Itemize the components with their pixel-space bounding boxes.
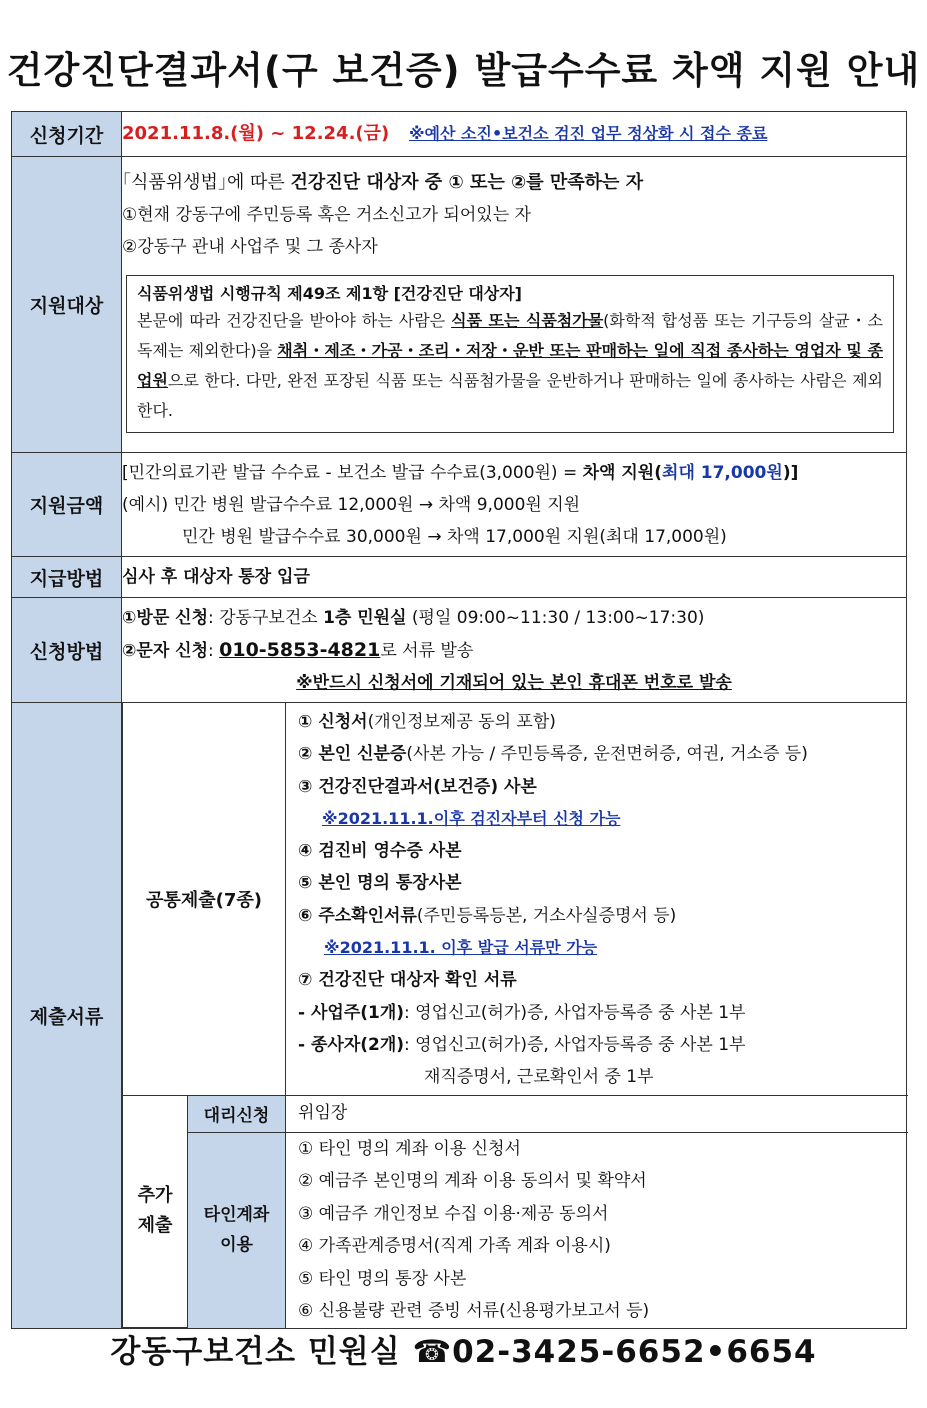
common-doc-7-employee: - 종사자(2개): 영업신고(허가)증, 사업자등록증 중 사본 1부	[298, 1034, 746, 1055]
other-account-item: ⑥ 신용불량 관련 증빙 서류(신용평가보고서 등)	[298, 1301, 650, 1321]
common-doc-7: ⑦ 건강진단 대상자 확인 서류	[298, 970, 517, 991]
other-account-item: ⑤ 타인 명의 통장 사본	[298, 1268, 467, 1289]
proxy-row	[123, 1095, 908, 1132]
amount-label: 지원금액	[12, 453, 122, 557]
common-doc-1: ① 신청서(개인정보제공 동의 포함)	[298, 712, 556, 732]
other-account-item: ② 예금주 본인명의 계좌 이용 동의서 및 확약서	[298, 1171, 647, 1191]
common-doc-5: ⑤ 본인 명의 통장사본	[298, 873, 462, 894]
proxy-value: 위임장	[298, 1103, 348, 1124]
apply-row	[12, 598, 907, 703]
amount-example-2: 민간 병원 발급수수료 30,000원 → 차액 17,000원 지원(최대 17,000원)	[182, 526, 727, 547]
apply-sms: ②문자 신청: 010-5853-4821로 서류 발송	[122, 638, 474, 661]
docs-row	[12, 703, 907, 1329]
amount-row	[12, 453, 907, 557]
amount-formula: [민간의료기관 발급 수수료 - 보건소 발급 수수료(3,000원) = 차액 지원(최대 17,000원)]	[122, 462, 799, 483]
period-label: 신청기간	[12, 112, 122, 157]
apply-visit: ①방문 신청: 강동구보건소 1층 민원실 (평일 09:00~11:30 / 13:00~17:30)	[122, 607, 705, 628]
other-account-item: ③ 예금주 개인정보 수집 이용·제공 동의서	[298, 1203, 609, 1224]
period-row	[12, 112, 907, 157]
page-title: 건강진단결과서(구 보건증) 발급수수료 차액 지원 안내	[6, 49, 921, 92]
target-item-1: ①현재 강동구에 주민등록 혹은 거소신고가 되어있는 자	[122, 205, 531, 225]
period-note: ※예산 소진•보건소 검진 업무 정상화 시 접수 종료	[409, 124, 768, 143]
common-doc-2: ② 본인 신분증(사본 가능 / 주민등록증, 운전면허증, 여권, 거소증 등)	[298, 744, 808, 765]
payment-text: 심사 후 대상자 통장 입금	[122, 567, 310, 587]
other-account-row	[123, 1132, 908, 1328]
law-excerpt-box	[126, 275, 894, 433]
common-docs-label: 공통제출(7종)	[123, 703, 286, 1095]
common-doc-4: ④ 검진비 영수증 사본	[298, 841, 462, 862]
docs-subtable	[122, 703, 908, 1328]
target-lead: ｢식품위생법｣에 따른 건강진단 대상자 중 ① 또는 ②를 만족하는 자	[122, 172, 644, 193]
common-doc-6: ⑥ 주소확인서류(주민등록등본, 거소사실증명서 등)	[298, 905, 677, 926]
common-docs-row	[123, 703, 908, 1095]
law-excerpt-text: 본문에 따라 건강진단을 받아야 하는 사람은 식품 또는 식품첨가물(화학적 합성품 또는 기구등의 살균・소독제는 제외한다)을 채취・제조・가공・조리・저장・운반 또는 판매하는 일에 직접 종사하는 영업자 및 종업원으로 한다. 다만, 완전 포장된 식품 또는 식품첨가물을 운반하거나 판매하는 일에 종사하는 사람은 제외한다.	[137, 311, 884, 420]
apply-note: ※반드시 신청서에 기재되어 있는 본인 휴대폰 번호로 발송	[296, 672, 732, 693]
target-row	[12, 157, 907, 453]
common-doc-7-employee-2: 재직증명서, 근로확인서 중 1부	[424, 1067, 654, 1088]
apply-label: 신청방법	[12, 598, 122, 703]
payment-label: 지급방법	[12, 557, 122, 598]
other-account-label: 타인계좌 이용	[188, 1132, 286, 1328]
common-doc-6-note: ※2021.11.1. 이후 발급 서류만 가능	[324, 938, 598, 958]
target-item-2: ②강동구 관내 사업주 및 그 종사자	[122, 237, 378, 257]
amount-example-1: (예시) 민간 병원 발급수수료 12,000원 → 차액 9,000원 지원	[122, 494, 581, 515]
payment-row	[12, 557, 907, 598]
common-doc-7-employer: - 사업주(1개): 영업신고(허가)증, 사업자등록증 중 사본 1부	[298, 1002, 746, 1023]
common-doc-3-note: ※2021.11.1.이후 검진자부터 신청 가능	[322, 808, 621, 828]
sms-phone-number: 010-5853-4821	[219, 638, 381, 661]
other-account-item: ① 타인 명의 계좌 이용 신청서	[298, 1138, 521, 1159]
proxy-label: 대리신청	[188, 1095, 286, 1132]
extra-docs-label: 추가 제출	[123, 1095, 188, 1328]
common-doc-3: ③ 건강진단결과서(보건증) 사본	[298, 776, 537, 797]
info-table	[11, 111, 907, 1329]
period-dates: 2021.11.8.(월) ~ 12.24.(금)	[122, 123, 390, 144]
footer-contact: 강동구보건소 민원실 ☎02-3425-6652•6654	[110, 1334, 817, 1370]
other-account-item: ④ 가족관계증명서(직계 가족 계좌 이용시)	[298, 1236, 611, 1256]
docs-label: 제출서류	[12, 703, 122, 1329]
law-excerpt-title: 식품위생법 시행규칙 제49조 제1항 [건강진단 대상자]	[137, 284, 522, 303]
target-label: 지원대상	[12, 157, 122, 453]
